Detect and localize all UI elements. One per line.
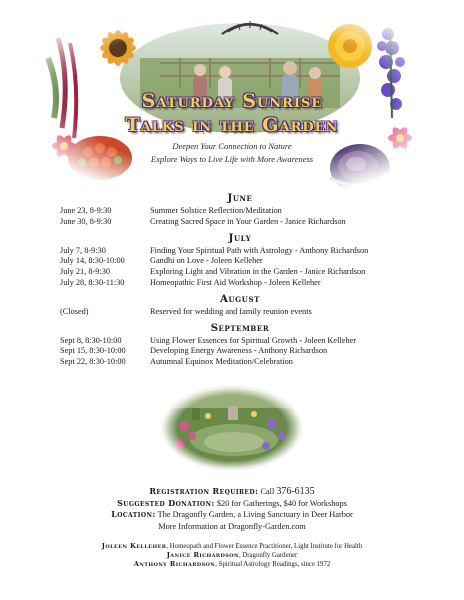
event-title: Exploring Light and Vibration in the Garden - Janice Richardson — [150, 267, 366, 277]
schedule-row — [60, 217, 420, 228]
event-title: Using Flower Essences for Spiritual Growth - Joleen Kelleher — [150, 335, 356, 345]
event-date: July 21, 8-9:30 — [60, 267, 111, 277]
schedule — [60, 188, 420, 368]
phone-number: 376-6135 — [276, 486, 315, 497]
event-date: July 28, 8:30-11:30 — [60, 277, 125, 287]
presenter-description: , Homeopath and Flower Essence Practitioner, Light Institute for Health — [166, 543, 363, 550]
garden-photo — [162, 386, 302, 470]
schedule-row — [60, 246, 420, 257]
schedule-row — [60, 278, 420, 289]
location-label: Location: — [111, 509, 156, 519]
more-info-line — [0, 521, 464, 533]
tagline — [40, 140, 424, 166]
more-info-prefix: More Information at — [158, 521, 227, 531]
tagline-line-2: Explore Ways to Live Life with More Awareness — [150, 154, 314, 164]
registration-value: Call — [260, 487, 275, 496]
event-info-footer — [0, 486, 464, 532]
event-title: Finding Your Spiritual Path with Astrology - Anthony Richardson — [150, 245, 369, 255]
donation-line — [0, 498, 464, 510]
section-heading-july: July — [228, 232, 252, 244]
event-date: Sept 8, 8:30-10:00 — [60, 335, 122, 345]
event-title: Gandhi on Love - Joleen Kelleher — [150, 256, 263, 266]
section-heading-august: August — [220, 293, 260, 305]
donation-value: $20 for Gatherings, $40 for Workshops — [216, 498, 347, 508]
credit-line — [0, 542, 464, 551]
website-link[interactable]: Dragonfly-Garden.com — [228, 521, 306, 531]
schedule-row — [60, 256, 420, 267]
registration-label: Registration Required: — [149, 486, 259, 496]
schedule-row — [60, 357, 420, 368]
presenter-name: Anthony Richardson — [133, 560, 216, 569]
event-title: Summer Solstice Reflection/Meditation — [150, 206, 282, 215]
presenter-description: , Dragonfly Gardener — [238, 552, 298, 560]
schedule-row — [60, 346, 420, 357]
event-date: June 23, 8-9:30 — [60, 206, 112, 215]
event-title: Creating Sacred Space in Your Garden - Janice Richardson — [150, 216, 346, 226]
event-title: Developing Energy Awareness - Anthony Richardson — [150, 346, 328, 356]
section-heading-june: June — [227, 193, 253, 204]
event-date: Sept 15, 8:30-10:00 — [60, 346, 126, 356]
presenter-description: , Spiritual Astrology Readings, since 1972 — [215, 561, 331, 569]
title-line-2: Talks in the Garden — [125, 114, 339, 136]
donation-label: Suggested Donation: — [117, 497, 215, 508]
schedule-row — [60, 336, 420, 347]
event-date: July 14, 8:30-10:00 — [60, 256, 125, 266]
event-date: Sept 22, 8:30-10:00 — [60, 357, 126, 367]
event-date: (Closed) — [60, 306, 89, 316]
event-date: June 30, 8-9:30 — [60, 216, 112, 226]
tagline-line-1: Deepen Your Connection to Nature — [172, 141, 292, 151]
header-collage — [40, 18, 424, 194]
garden-gate-arch — [220, 18, 280, 36]
event-title — [40, 90, 424, 136]
registration-line — [0, 486, 464, 498]
location-value: The Dragonfly Garden, a Living Sanctuary in Deer Harbor — [157, 510, 353, 519]
credit-line — [0, 551, 464, 560]
event-date: July 7, 8-9:30 — [60, 245, 106, 255]
schedule-row — [60, 267, 420, 278]
event-title: Autumnal Equinox Meditation/Celebration — [150, 357, 293, 367]
event-title: Reserved for wedding and family reunion events — [150, 306, 312, 316]
presenter-name: Joleen Kelleher — [101, 542, 167, 550]
title-line-1: Saturday Sunrise — [141, 90, 323, 112]
credit-line — [0, 560, 464, 569]
section-heading-september: September — [210, 322, 270, 334]
event-title: Homeopathic First Aid Workshop - Joleen Kelleher — [150, 277, 321, 287]
presenter-name: Janice Richardson — [166, 551, 239, 560]
presenter-credits — [0, 542, 464, 570]
location-line — [0, 509, 464, 521]
schedule-row — [60, 307, 420, 318]
schedule-row — [60, 206, 420, 217]
